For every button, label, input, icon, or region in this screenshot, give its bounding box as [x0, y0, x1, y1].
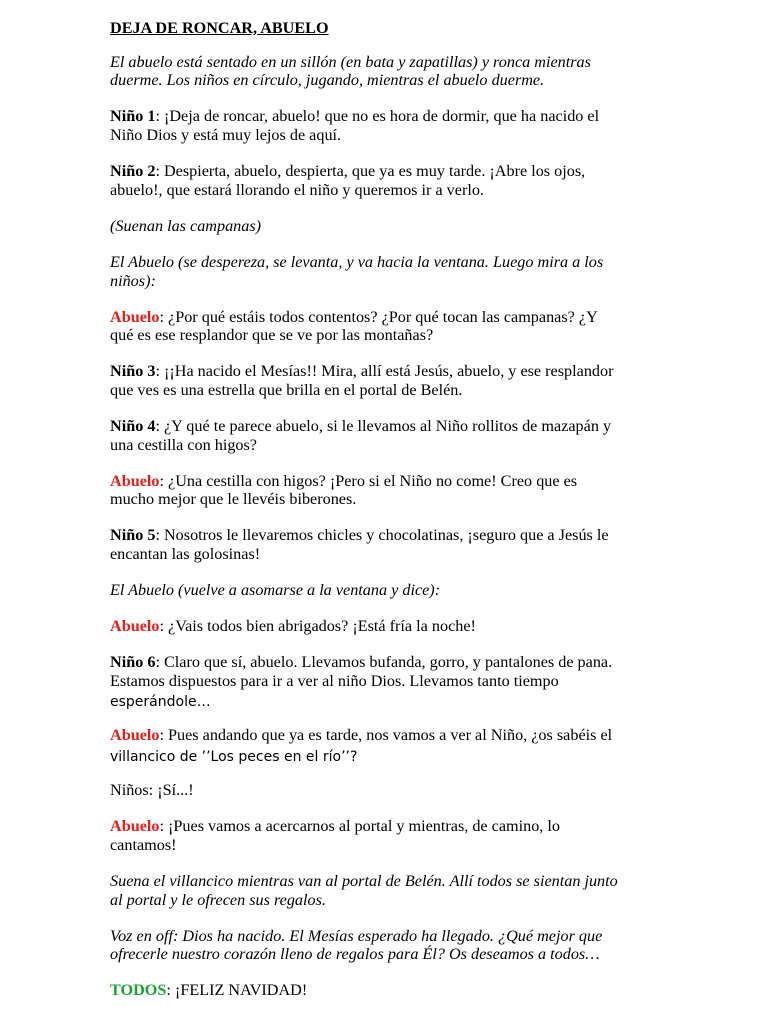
dialogue-nino-3 — [110, 362, 730, 399]
dialogue-text: : Nosotros le llevaremos chicles y chocolatinas, ¡seguro que a Jesús le — [155, 526, 609, 545]
text-line — [110, 107, 730, 126]
text-line: esperándole… — [110, 693, 211, 710]
dialogue-text: : ¿Por qué estáis todos contentos? ¿Por qué tocan las campanas? ¿Y — [159, 307, 598, 326]
text-line — [110, 726, 730, 745]
dialogue-text: : Despierta, abuelo, despierta, que ya es muy tarde. ¡Abre los ojos, — [155, 162, 586, 181]
dialogue-text: : ¿Vais todos bien abrigados? ¡Está fría la noche! — [159, 617, 476, 636]
text-line: Estamos dispuestos para ir a ver al niño Dios. Llevamos tanto tiempo — [110, 671, 559, 690]
text-line: niños): — [110, 271, 156, 290]
dialogue-abuelo — [110, 308, 730, 345]
text-line: abuelo!, que estará llorando el niño y queremos ir a verlo. — [110, 180, 484, 199]
dialogue-todos — [110, 981, 730, 1000]
stage-direction — [110, 253, 730, 290]
text-line — [110, 526, 730, 545]
dialogue-text: : ¿Y qué te parece abuelo, si le llevamos al Niño rollitos de mazapán y — [155, 416, 612, 435]
document-page — [110, 19, 730, 1017]
dialogue-abuelo — [110, 617, 730, 636]
text-line — [110, 617, 730, 636]
speaker-label: Niño 5 — [110, 526, 156, 545]
text-line: El Abuelo (vuelve a asomarse a la ventana y dice): — [110, 581, 441, 600]
text-line: ofrecerle nuestro corazón lleno de regalos para Él? Os deseamos a todos… — [110, 945, 600, 964]
speaker-label: Abuelo — [110, 817, 160, 836]
text-line — [110, 817, 730, 836]
dialogue-text: : ¡Pues vamos a acercarnos al portal y mientras, de camino, lo — [159, 817, 560, 836]
text-line: duerme. Los niños en círculo, jugando, mientras el abuelo duerme. — [110, 71, 545, 90]
text-line: Suena el villancico mientras van al portal de Belén. Allí todos se sientan junto — [110, 871, 618, 890]
dialogue-text: : ¿Una cestilla con higos? ¡Pero si el Niño no come! Creo que es — [159, 471, 578, 490]
text-line — [110, 162, 730, 181]
voice-over — [110, 927, 730, 964]
speaker-label: Niño 4 — [110, 416, 156, 435]
text-line — [110, 653, 730, 672]
text-line: El Abuelo (se despereza, se levanta, y va hacia la ventana. Luego mira a los — [110, 252, 604, 271]
text-line: cantamos! — [110, 835, 177, 854]
speaker-label: Niño 1 — [110, 107, 156, 126]
dialogue-nino-5 — [110, 526, 730, 563]
stage-direction — [110, 53, 730, 90]
stage-direction — [110, 872, 730, 909]
text-line: encantan las golosinas! — [110, 545, 261, 564]
text-line — [110, 308, 730, 327]
text-line: qué es ese resplandor que se ve por las montañas? — [110, 326, 434, 345]
dialogue-text: : ¡Deja de roncar, abuelo! que no es hora de dormir, que ha nacido el — [155, 107, 600, 126]
dialogue-text: : Claro que sí, abuelo. Llevamos bufanda, gorro, y pantalones de pana. — [155, 653, 613, 672]
document-title: DEJA DE RONCAR, ABUELO — [110, 19, 329, 37]
speaker-label: Niño 6 — [110, 653, 156, 672]
dialogue-text: : Pues andando que ya es tarde, nos vamos a ver al Niño, ¿os sabéis el — [159, 726, 613, 745]
speaker-label: TODOS — [110, 981, 167, 1000]
stage-direction — [110, 217, 730, 236]
text-line: Voz en off: Dios ha nacido. El Mesías esperado ha llegado. ¿Qué mejor que — [110, 926, 603, 945]
dialogue-text: : ¡¡Ha nacido el Mesías!! Mira, allí está Jesús, abuelo, y ese resplandor — [155, 362, 614, 381]
speaker-label: Abuelo — [110, 617, 160, 636]
speaker-label: Niño 2 — [110, 162, 156, 181]
dialogue-ninos — [110, 781, 730, 800]
dialogue-text: : ¡FELIZ NAVIDAD! — [166, 981, 308, 1000]
text-line: El abuelo está sentado en un sillón (en bata y zapatillas) y ronca mientras — [110, 52, 591, 71]
text-line: (Suenan las campanas) — [110, 216, 262, 235]
text-line — [110, 362, 730, 381]
text-line: mucho mejor que le llevéis biberones. — [110, 490, 357, 509]
text-line: villancico de ’’Los peces en el río’’? — [110, 748, 358, 765]
dialogue-nino-4 — [110, 417, 730, 454]
text-line: al portal y le ofrecen sus regalos. — [110, 890, 326, 909]
stage-direction — [110, 581, 730, 600]
text-line — [110, 981, 730, 1000]
text-line: Niños: ¡Sí...! — [110, 781, 194, 800]
text-line: que ves es una estrella que brilla en el portal de Belén. — [110, 380, 463, 399]
text-line — [110, 472, 730, 491]
speaker-label: Abuelo — [110, 471, 160, 490]
dialogue-nino-1 — [110, 107, 730, 144]
speaker-label: Abuelo — [110, 307, 160, 326]
dialogue-abuelo — [110, 817, 730, 854]
text-line — [110, 417, 730, 436]
speaker-label: Niño 3 — [110, 362, 156, 381]
dialogue-nino-6 — [110, 653, 730, 709]
speaker-label: Abuelo — [110, 726, 160, 745]
dialogue-abuelo — [110, 726, 730, 763]
text-line: una cestilla con higos? — [110, 435, 257, 454]
dialogue-nino-2 — [110, 162, 730, 199]
text-line: Niño Dios y está muy lejos de aquí. — [110, 126, 342, 145]
dialogue-abuelo — [110, 472, 730, 509]
